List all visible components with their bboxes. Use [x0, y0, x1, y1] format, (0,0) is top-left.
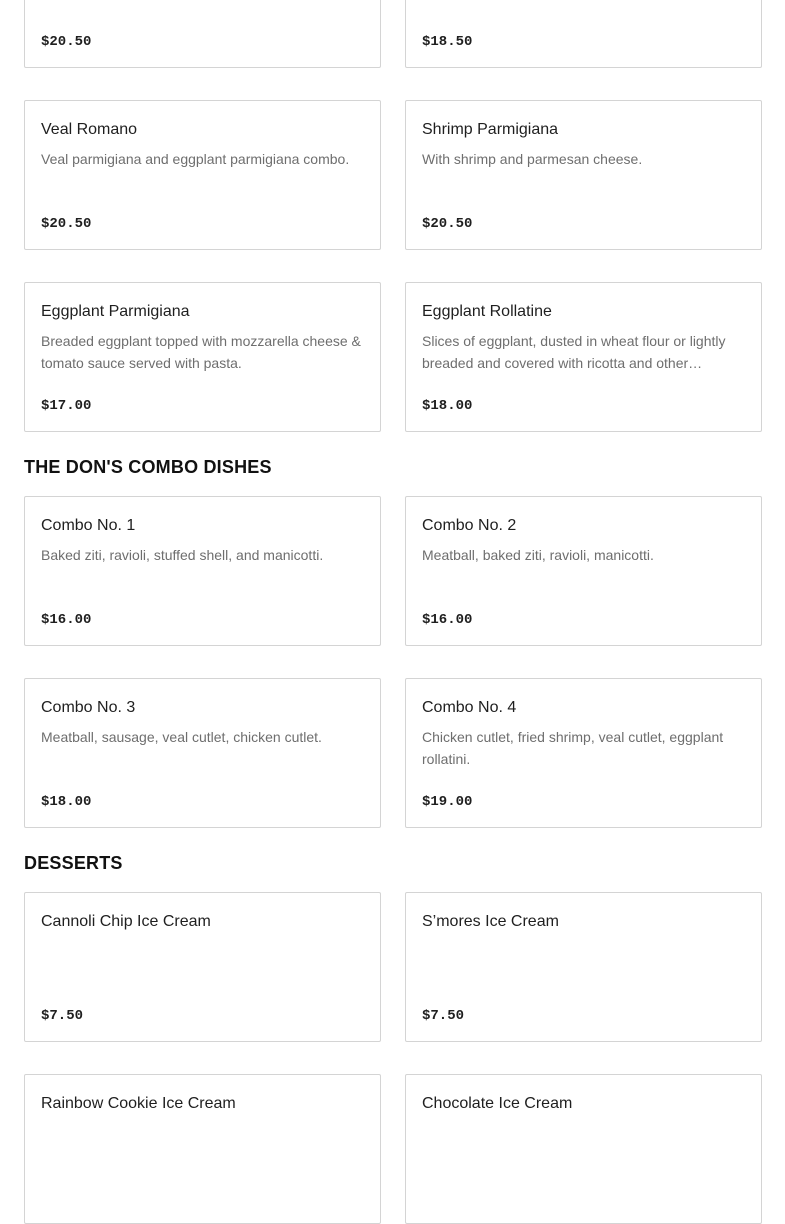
- item-name: Eggplant Parmigiana: [41, 303, 190, 320]
- item-price: $18.00: [422, 398, 473, 414]
- menu-item-card[interactable]: [405, 892, 762, 1042]
- item-price: $20.50: [41, 34, 92, 50]
- section-title-combo: THE DON'S COMBO DISHES: [24, 457, 272, 477]
- item-price: $7.50: [41, 1008, 84, 1024]
- item-name: Veal Romano: [41, 121, 138, 138]
- item-name: Combo No. 2: [422, 517, 517, 534]
- item-price: $19.00: [422, 794, 473, 810]
- item-description: Meatball, sausage, veal cutlet, chicken cutlet.: [41, 729, 322, 745]
- item-description: Veal parmigiana and eggplant parmigiana combo.: [41, 151, 350, 167]
- item-price: $20.50: [422, 216, 473, 232]
- item-description: Slices of eggplant, dusted in wheat flour or lightly breaded and covered with ricotta and other…: [422, 333, 726, 371]
- item-description: Baked ziti, ravioli, stuffed shell, and manicotti.: [41, 547, 324, 563]
- item-price: $20.50: [41, 216, 92, 232]
- item-name: Chocolate Ice Cream: [422, 1095, 573, 1112]
- item-price: $7.50: [422, 1008, 465, 1024]
- menu-item-card[interactable]: [405, 1074, 762, 1224]
- item-name: Combo No. 1: [41, 517, 136, 534]
- item-name: Combo No. 4: [422, 699, 517, 716]
- item-price: $17.00: [41, 398, 92, 414]
- menu-item-card[interactable]: [405, 496, 762, 646]
- menu-item-card[interactable]: [24, 496, 381, 646]
- menu-item-card[interactable]: [405, 0, 762, 68]
- item-description: With shrimp and parmesan cheese.: [422, 151, 643, 167]
- item-price: $18.00: [41, 794, 92, 810]
- menu-item-card[interactable]: [24, 282, 381, 432]
- item-name: S’mores Ice Cream: [422, 913, 559, 930]
- item-description: Meatball, baked ziti, ravioli, manicotti.: [422, 547, 654, 563]
- menu-item-card[interactable]: [24, 892, 381, 1042]
- item-description: Chicken cutlet, fried shrimp, veal cutlet, eggplant rollatini.: [422, 729, 724, 767]
- item-name: Shrimp Parmigiana: [422, 121, 559, 138]
- menu-item-card[interactable]: [24, 0, 381, 68]
- item-name: Rainbow Cookie Ice Cream: [41, 1095, 236, 1112]
- item-price: $16.00: [41, 612, 92, 628]
- item-name: Eggplant Rollatine: [422, 303, 552, 320]
- item-name: Combo No. 3: [41, 699, 136, 716]
- section-title-desserts: DESSERTS: [24, 853, 123, 873]
- menu-item-card[interactable]: [405, 100, 762, 250]
- item-price: $16.00: [422, 612, 473, 628]
- item-description: Breaded eggplant topped with mozzarella cheese & tomato sauce served with pasta.: [41, 333, 361, 371]
- menu-item-card[interactable]: [24, 100, 381, 250]
- menu-item-card[interactable]: [24, 678, 381, 828]
- menu-item-card[interactable]: [405, 282, 762, 432]
- item-name: Cannoli Chip Ice Cream: [41, 913, 211, 930]
- menu-item-card[interactable]: [24, 1074, 381, 1224]
- menu-item-card[interactable]: [405, 678, 762, 828]
- item-price: $18.50: [422, 34, 473, 50]
